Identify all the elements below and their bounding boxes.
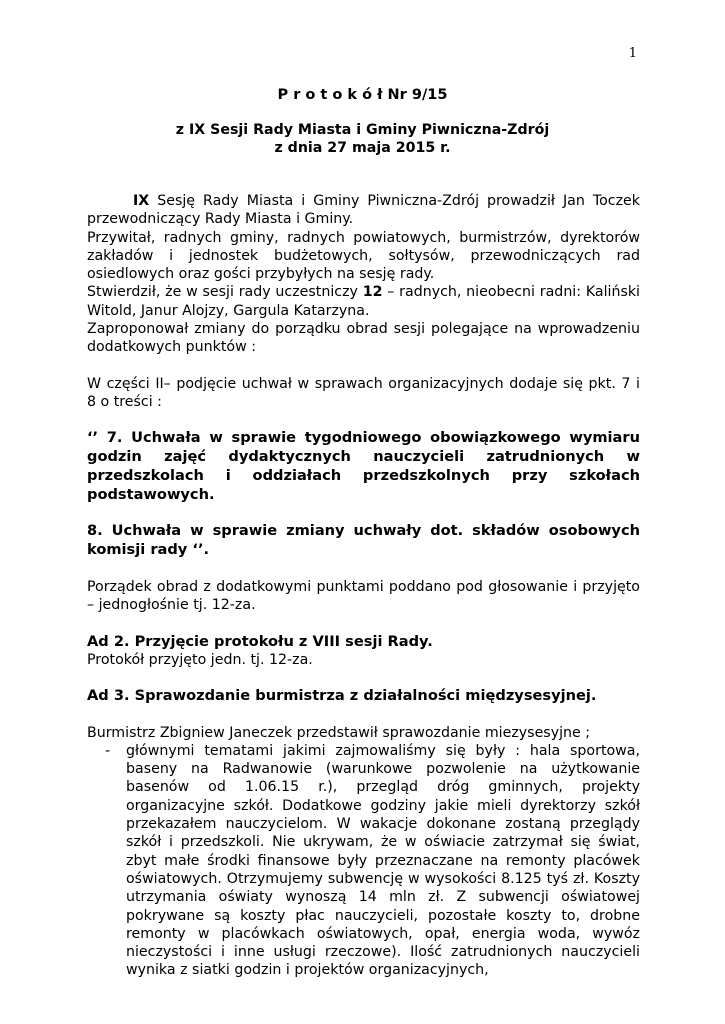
attendance-after: – radnych, nieobecni radni: Kaliński Witold, Janur Alojzy, Gargula Katarzyna. [87, 284, 640, 319]
document-body [87, 192, 640, 980]
spacer [87, 504, 640, 522]
opening-paragraph [87, 192, 640, 229]
section-intro-paragraph: W części II– podjęcie uchwał w sprawach organizacyjnych dodaje się pkt. 7 i 8 o treści : [87, 375, 640, 410]
opening-text: Sesję Rady Miasta i Gminy Piwniczna-Zdrój prowadził Jan Toczek przewodniczący Rady Miasta i Gminy. [87, 193, 640, 228]
point-8: 8. Uchwała w sprawie zmiany uchwały dot. składów osobowych komisji rady ‘’. [87, 522, 640, 559]
page-number: 1 [628, 46, 637, 61]
bullet-text: głównymi tematami jakimi zajmowaliśmy się były : hala sportowa, baseny na Radwanowie (warunkowe pozwolenie na użytkowanie basenów od 1.06.15 r.), przegląd dróg gminnych, projekty organizacyjne szkół. Dodatkowe godziny jakie mieli dyrektorzy szkół przekazałem nauczycielom. W wakacje dokonane zostaną przeglądy szkół i przedszkoli. Nie ukrywam, że w oświacie zatrzymał się świat, zbyt małe środki finansowe były przeznaczane na remonty placówek oświatowych. Otrzymujemy subwencję w wysokości 8.125 tyś zł. Koszty utrzymania oświaty wynoszą 14 mln zł. Z subwencji oświatowej pokrywane są koszty płac nauczycieli, pozostałe koszty to, drobne remonty w placówkach oświatowych, opał, energia woda, wywóz nieczystości i inne usługi rzeczowe). Ilość zatrudnionych nauczycieli wynika z siatki godzin i projektów organizacyjnych, [126, 742, 640, 979]
point-7: ‘’ 7. Uchwała w sprawie tygodniowego obowiązkowego wymiaru godzin zajęć dydaktycznych nauczycieli zatrudnionych w przedszkolach i oddziałach przedszkolnych przy szkołach podstawowych. [87, 429, 640, 503]
bullet-dash: - [105, 742, 111, 759]
agenda-vote-paragraph: Porządek obrad z dodatkowymi punktami poddano pod głosowanie i przyjęto – jednogłośnie tj. 12-za. [87, 579, 640, 614]
spacer [87, 615, 640, 633]
ad3-intro: Burmistrz Zbigniew Janeczek przedstawił sprawozdanie miezysesyjne ; [87, 724, 591, 741]
spacer [87, 411, 640, 429]
attendance-count: 12 [362, 284, 383, 301]
spacer [87, 706, 640, 724]
attendance-before: Stwierdził, że w sesji rady uczestniczy [87, 284, 363, 301]
ad2-text: Protokół przyjęto jedn. tj. 12-za. [87, 651, 313, 668]
subtitle-line-2: z dnia 27 maja 2015 r. [274, 140, 451, 156]
subtitle-line-1: z IX Sesji Rady Miasta i Gminy Piwniczna-Zdrój [175, 122, 550, 138]
document-title: P r o t o k ó ł Nr 9/15 [277, 87, 448, 103]
greeting-paragraph: Przywitał, radnych gminy, radnych powiatowych, burmistrzów, dyrektorów zakładów i jednostek budżetowych, sołtysów, przewodniczących rad osiedlowych oraz gości przybyłych na sesję rady. [87, 229, 640, 283]
spacer [87, 357, 640, 375]
spacer [87, 669, 640, 687]
attendance-paragraph [87, 283, 640, 320]
proposal-paragraph: Zaproponował zmiany do porządku obrad sesji polegające na wprowadzeniu dodatkowych punktów : [87, 321, 640, 356]
spacer [87, 560, 640, 578]
list-item [87, 742, 640, 980]
session-number: IX [133, 193, 150, 209]
ad3-heading: Ad 3. Sprawozdanie burmistrza z działalności międzysesyjnej. [87, 687, 597, 705]
ad2-heading: Ad 2. Przyjęcie protokołu z VIII sesji Rady. [87, 632, 433, 650]
document-subtitle [0, 121, 725, 157]
